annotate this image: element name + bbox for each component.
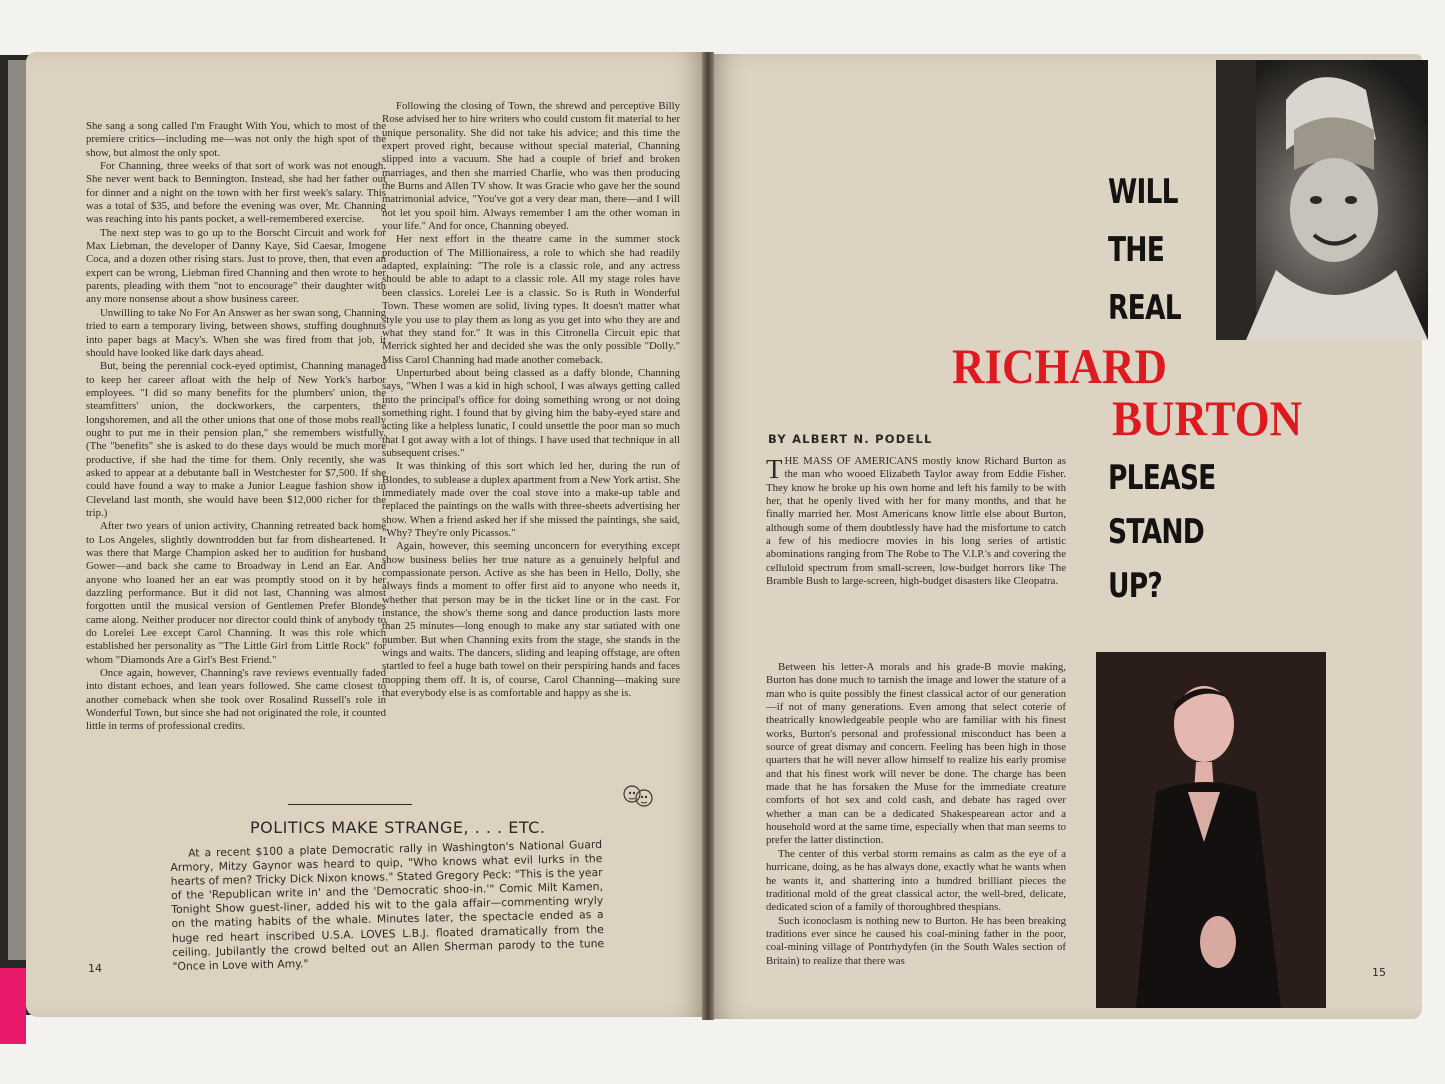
headline-word: STAND <box>1108 512 1204 552</box>
byline: BY ALBERT N. PODELL <box>768 432 933 446</box>
paragraph: For Channing, three weeks of that sort of work was not enough. She never went back to Bennington. Instead, she had her father out for dinner and a night on the town with her first week's salary. This was a total of $35, and before the evening was over, Mr. Channing was reaching into his pants pocket, a well-remembered exercise. <box>86 160 386 226</box>
paragraph: Following the closing of Town, the shrewd and perceptive Billy Rose advised her to hire writers who could custom fit material to her unique personality. She did not take his advice; and this time the expert proved right, because without special material, Channing slipped into a vacuum. She had a couple of brief and broken marriages, and then she married Charlie, who was then producing the Burns and Allen TV show. It was Gracie who gave her the sound matrimonial advice, "You've got a very dear man, there—and I will not let you spoil him. Always remember I am the other woman in your life." And for once, Channing obeyed. <box>382 100 680 233</box>
article-body <box>766 661 1066 968</box>
box-rule <box>288 804 412 805</box>
paragraph: Unperturbed about being classed as a daffy blonde, Channing says, "When I was a kid in high school, I was always getting called into the principal's office for doing something wrong or not doing something right. I found that by giving him the baby-eyed stare and acting like a helpless lunatic, I could unsettle the poor man so much that I got away with a lot of things. I have used that technique in all subsequent crises." <box>382 366 680 459</box>
paragraph: Such iconoclasm is nothing new to Burton. He has been breaking traditions ever since he caused his coal-mining father in the poor, coal-mining village of Pontrhydyfen (in the South Wales section of Britain) to realize that there was <box>766 914 1066 967</box>
paragraph: Again, however, this seeming unconcern for everything except show business belies her true nature as a genuinely helpful and compassionate person. Active as she has been in Hello, Dolly, she always finds a moment to offer first aid to anyone who needs it, whether that person may be in the ticket line or in the cast. For instance, the show's theme song and dance production lasts more than 25 minutes—long enough to make any star satiated with one number. But when Channing exits from the stage, she stands in the wings and waits. The dancers, sliding and leaping offstage, are often startled to feel a huge bath towel on their perspiring hands and faces mopping them off. It is, of course, Carol Channing—making sure that everybody else is as comfortable and happy as she is. <box>382 540 680 700</box>
paragraph: Her next effort in the theatre came in the summer stock production of The Millionairess, a role to which she had readily adapted, explaining: "The role is a classic role, and any actress should be able to adapt to a classic role. All my stage roles have been classics. Lorelei Lee is a classic. So is Ruth in Wonderful Town. These women are solid, living types. It doesn't matter what style you use to play them as long as you get into who they are and what they stand for." It was in this Citronella Circuit epic that Merrick sighted her and decided she was the only possible "Dolly." Miss Carol Channing had made another comeback. <box>382 233 680 366</box>
headline-red-name: BURTON <box>1112 390 1303 446</box>
left-column-1 <box>86 120 386 734</box>
drop-cap: T <box>766 454 783 484</box>
headline-word: WILL <box>1108 172 1178 212</box>
paragraph: The next step was to go up to the Borscht Circuit and work for Max Liebman, the developer of Danny Kaye, Sid Caesar, Imogene Coca, and a dozen other rising stars. Just to prove, then, that even an expert can be wrong, Liebman fired Channing and then wrote to her parents, pleading with them "not to encourage" their daughter with any more nonsense about a show business career. <box>86 226 386 306</box>
spine-gutter <box>702 52 714 1020</box>
intro-text: HE MASS OF AMERICANS mostly know Richard Burton as the man who wooed Elizabeth Taylor away from Eddie Fisher. They know he broke up his own home and left his family to be with her, that he openly lived with her for many months, and that he finally married her. Most Americans know little else about Burton, although some of them doubtlessly have had the misfortune to catch a few of his mediocre movies in his long series of artistic abominations ranging from The Robe to The V.I.P.'s and covering the celluloid spectrum from small-screen, low-budget horrors like The Bramble Bush to large-screen, high-budget disasters like Cleopatra. <box>766 455 1066 588</box>
page-number-right: 15 <box>1372 966 1386 979</box>
page-number-left: 14 <box>88 962 102 975</box>
headline-word: THE <box>1108 230 1165 270</box>
burton-crown-photo <box>1216 60 1428 340</box>
paragraph: Once again, however, Channing's rave reviews eventually faded into distant echoes, and lean years followed. She came closest to another comeback when she took over Rosalind Russell's role in Wonderful Town, but since she had not originated the role, it counted little in terms of professional credits. <box>86 667 386 733</box>
burton-portrait-photo <box>1096 652 1326 1008</box>
sidebar-text <box>170 838 605 974</box>
sidebar-title: POLITICS MAKE STRANGE, . . . ETC. <box>250 818 546 837</box>
intro-paragraph <box>766 455 1066 588</box>
paragraph: She sang a song called I'm Fraught With You, which to most of the premiere critics—including me—was not only the high spot of the show, but almost the only spot. <box>86 120 386 159</box>
headline-red-name: RICHARD <box>952 338 1168 394</box>
paragraph: After two years of union activity, Channing retreated back home to Los Angeles, slightly downtrodden but far from disheartened. It was there that Marge Champion asked her to audition for husband Gower—and back she came to Broadway in Lend an Ear. And anyone who loaned her an ear was promptly stood on it by her dazzling performance. But it did not last, Channing was almost forgotten until the musical version of Gentlemen Prefer Blondes came along. Neither producer nor director could think of anybody to do Lorelei Lee except Carol Channing. It was this role which established her personality as "The Little Girl from Little Rock" for whom "Diamonds Are a Girl's Best Friend." <box>86 520 386 666</box>
paragraph: Unwilling to take No For An Answer as her swan song, Channing tried to earn a temporary living, between shows, stuffing doughnuts into paper bags at Macy's. When she was fired from that job, it should have looked like dark days ahead. <box>86 306 386 359</box>
left-column-2 <box>382 100 680 700</box>
cover-pink-edge <box>0 968 26 1044</box>
caricature-drawing <box>618 774 658 814</box>
paragraph: The center of this verbal storm remains as calm as the eye of a hurricane, doing, as he has always done, exactly what he wants when he wants it, and shattering into a hundred brilliant pieces the traditional mold of the great classical actor, the well-bred, delicate, dedicated scion of a family of thoroughbred thespians. <box>766 847 1066 914</box>
headline-word: UP? <box>1108 566 1163 606</box>
headline-word: PLEASE <box>1108 458 1216 498</box>
sidebar-paragraph: At a recent $100 a plate Democratic rally in Washington's National Guard Armory, Mitzy Gaynor was heard to quip, "Who knows what evil lurks in the hearts of men? Tricky Dick Nixon knows." Stated Gregory Peck: "This is the year of the 'Republican write in' and the 'Democratic shoo-in.'" Comic Milt Kamen, Tonight Show guest-liner, added his wit to the gala affair—commenting wryly on the mating habits of the whale. Minutes later, the spectacle ended as a huge red heart inscribed U.S.A. LOVES L.B.J. floated dramatically from the ceiling. Jubilantly the crowd belted out an Allen Sherman parody to the tune "Once in Love with Amy." <box>170 837 605 973</box>
headline-word: REAL <box>1108 288 1181 328</box>
paragraph: It was thinking of this sort which led her, during the run of Blondes, to sublease a duplex apartment from a New York artist. She immediately made over the coal stove into a make-up table and replaced the paintings on the walls with three-sheets advertising her show. When a friend asked her if she missed the paintings, she said, "Why? They're only Picassos." <box>382 460 680 539</box>
article-intro <box>766 455 1066 588</box>
paragraph: But, being the perennial cock-eyed optimist, Channing managed to keep her career afloat with the help of New York's harbor employees. "I did so many benefits for the plumbers' union, the steamfitters' union, the dockworkers, the carpenters, the longshoremen, and all the other unions that one of those mobs really ought to put me in their pension plan," she remembers wistfully. (The "benefits" she is asked to do these days would be much more productive, if she had the time for them. Only recently, she was asked to appear at a debutante ball in Westchester for $7,500. If she could have found a way to make a Junior League fashion show in Cleveland last month, she would have been $12,000 richer for the trip.) <box>86 360 386 519</box>
paragraph: Between his letter-A morals and his grade-B movie making, Burton has done much to tarnish the image and lower the stature of a man who is quite possibly the finest classical actor of our generation—if not of many generations. Even among that select coterie of theatrically knowledgeable people who are familiar with his finest works, Burton's personal and professional misconduct has been a source of great dismay and concern. Feeling has been high in those quarters that he will never allow himself to realize his early promise and that his finest work will never be done. The charge has been made that he has forsaken the Muse for the immediate creature comforts of hot sex and cold cash, and debate has raged over whether a man can be a dedicated Shakespearean actor and a household word at the same time, especially when that man seems to prefer the latter distinction. <box>766 661 1066 847</box>
